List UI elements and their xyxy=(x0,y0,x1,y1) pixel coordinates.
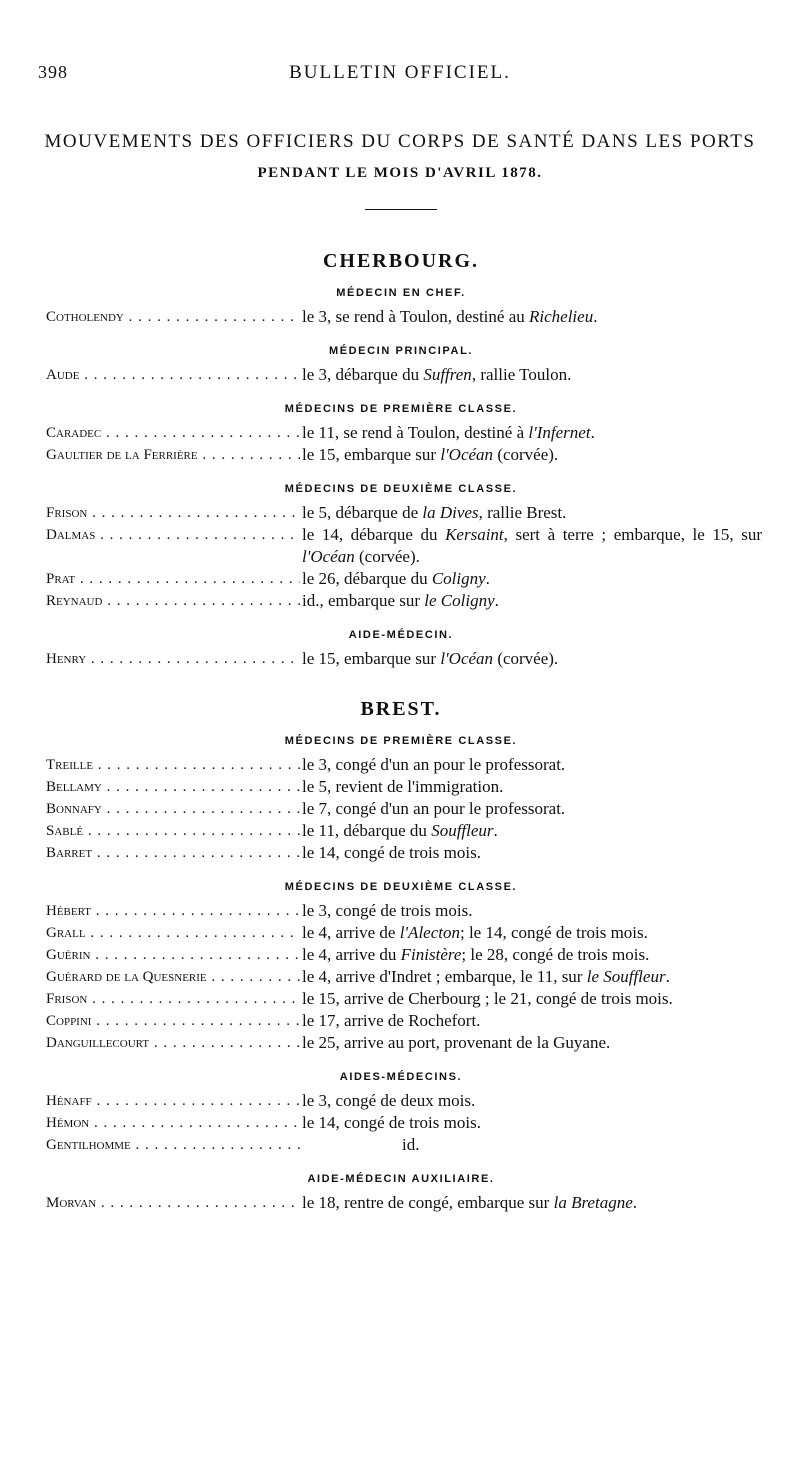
movement-text: le 5, débarque de la Dives, rallie Brest. xyxy=(302,503,567,522)
officer-entry xyxy=(40,754,762,776)
movement-text: le 15, embarque sur l'Océan (corvée). xyxy=(302,649,559,668)
running-title: BULLETIN OFFICIEL. xyxy=(289,62,511,83)
rank-heading: AIDE-MÉDECIN AUXILIAIRE. xyxy=(307,1173,495,1185)
movement-text: le 15, arrive de Cherbourg ; le 21, congé de trois mois. xyxy=(302,989,673,1008)
officer-name: Cotholendy . . . xyxy=(40,306,300,328)
movement-text: le 7, congé d'un an pour le professorat. xyxy=(302,799,566,818)
movement-text: le 3, congé de deux mois. xyxy=(302,1091,476,1110)
officer-entry xyxy=(40,842,762,864)
movement-text: le 3, congé de trois mois. xyxy=(302,901,473,920)
officer-entry xyxy=(40,1112,762,1134)
rank-heading: MÉDECINS DE PREMIÈRE CLASSE. xyxy=(284,403,518,415)
officer-entry xyxy=(40,364,762,386)
officer-name: Treille . . . xyxy=(40,754,300,776)
movement-text: le 4, arrive du Finistère; le 28, congé de trois mois. xyxy=(302,945,650,964)
officer-name: Morvan . . . xyxy=(40,1192,300,1214)
officer-name: Gentilhomme . . . xyxy=(40,1134,300,1156)
officer-entry xyxy=(40,944,762,966)
movement-text: id. xyxy=(402,1135,420,1154)
officer-name: Reynaud . . . xyxy=(40,590,300,612)
movement-text: le 3, congé d'un an pour le professorat. xyxy=(302,755,566,774)
officer-entry xyxy=(40,444,762,466)
officer-entry xyxy=(40,1090,762,1112)
movement-text: id., embarque sur le Coligny. xyxy=(302,591,499,610)
rank-heading: MÉDECIN PRINCIPAL. xyxy=(328,345,474,357)
officer-entry xyxy=(40,1010,762,1032)
movement-text: le 3, débarque du Suffren, rallie Toulon. xyxy=(302,365,572,384)
officer-name: Henry . . . xyxy=(40,648,300,670)
rank-heading: MÉDECINS DE DEUXIÈME CLASSE. xyxy=(284,483,518,495)
movement-text: le 17, arrive de Rochefort. xyxy=(302,1011,481,1030)
officer-entry xyxy=(40,306,762,328)
document-subtitle: PENDANT LE MOIS D'AVRIL 1878. xyxy=(257,165,543,181)
movement-text: le 14, congé de trois mois. xyxy=(302,1113,481,1132)
officer-name: Aude . . . xyxy=(40,364,300,386)
officer-name: Sablé . . . xyxy=(40,820,300,842)
officer-name: Prat . . . xyxy=(40,568,300,590)
page-header xyxy=(38,62,762,90)
rank-heading: MÉDECINS DE PREMIÈRE CLASSE. xyxy=(284,735,518,747)
officer-entry xyxy=(40,966,762,988)
movement-text: le 11, se rend à Toulon, destiné à l'Infernet. xyxy=(302,423,595,442)
title-rule xyxy=(365,209,437,210)
movement-text: le 4, arrive de l'Alecton; le 14, congé de trois mois. xyxy=(302,923,648,942)
movement-text: le 3, se rend à Toulon, destiné au Richelieu. xyxy=(302,307,598,326)
movement-text: le 25, arrive au port, provenant de la Guyane. xyxy=(302,1033,611,1052)
officer-name: Guérin . . . xyxy=(40,944,300,966)
movement-text: le 14, congé de trois mois. xyxy=(302,843,481,862)
officer-entry xyxy=(40,776,762,798)
officer-name: Caradec . . . xyxy=(40,422,300,444)
officer-name: Hémon . . . xyxy=(40,1112,300,1134)
movement-text: le 18, rentre de congé, embarque sur la Bretagne. xyxy=(302,1193,637,1212)
officer-entry xyxy=(40,820,762,842)
rank-heading: MÉDECINS DE DEUXIÈME CLASSE. xyxy=(284,881,518,893)
officer-name: Hébert . . . xyxy=(40,900,300,922)
rank-heading: AIDES-MÉDECINS. xyxy=(339,1071,463,1083)
officer-name: Frison . . . xyxy=(40,988,300,1010)
movement-text: le 26, débarque du Coligny. xyxy=(302,569,490,588)
document-title: MOUVEMENTS DES OFFICIERS DU CORPS DE SANTÉ DANS LES PORTS xyxy=(44,131,756,152)
officer-name: Frison . . . xyxy=(40,502,300,524)
page-number: 398 xyxy=(38,62,68,82)
officer-name: Barret . . . xyxy=(40,842,300,864)
officer-entry xyxy=(40,502,762,524)
movement-text: le 11, débarque du Souffleur. xyxy=(302,821,498,840)
officer-entry xyxy=(40,1134,762,1156)
officer-name: Danguillecourt . . . xyxy=(40,1032,300,1054)
officer-entry xyxy=(40,922,762,944)
officer-entry xyxy=(40,798,762,820)
officer-entry xyxy=(40,568,762,590)
officer-entry xyxy=(40,1192,762,1214)
officer-name: Guérard de la Quesnerie . . . xyxy=(40,966,300,988)
officer-entry xyxy=(40,900,762,922)
officer-entry xyxy=(40,422,762,444)
movement-text: le 15, embarque sur l'Océan (corvée). xyxy=(302,445,559,464)
movement-text: le 4, arrive d'Indret ; embarque, le 11, sur le Souffleur. xyxy=(302,967,670,986)
rank-heading: MÉDECIN EN CHEF. xyxy=(336,287,466,299)
officer-entry xyxy=(40,648,762,670)
officer-entry xyxy=(40,1032,762,1054)
movement-text: le 5, revient de l'immigration. xyxy=(302,777,504,796)
officer-name: Coppini . . . xyxy=(40,1010,300,1032)
officer-entry xyxy=(40,524,762,568)
officer-name: Grall . . . xyxy=(40,922,300,944)
movements-list xyxy=(40,246,762,1224)
officer-name: Dalmas . . . xyxy=(40,524,300,546)
officer-name: Gaultier de la Ferrière . . . xyxy=(40,444,300,466)
port-heading: CHERBOURG. xyxy=(322,250,480,272)
rank-heading: AIDE-MÉDECIN. xyxy=(348,629,454,641)
movement-text: le 14, débarque du Kersaint, sert à terre ; embarque, le 15, sur l'Océan (corvée). xyxy=(302,525,762,566)
officer-name: Bellamy . . . xyxy=(40,776,300,798)
officer-entry xyxy=(40,590,762,612)
port-heading: BREST. xyxy=(360,698,442,720)
officer-name: Bonnafy . . . xyxy=(40,798,300,820)
officer-entry xyxy=(40,988,762,1010)
officer-name: Hénaff . . . xyxy=(40,1090,300,1112)
